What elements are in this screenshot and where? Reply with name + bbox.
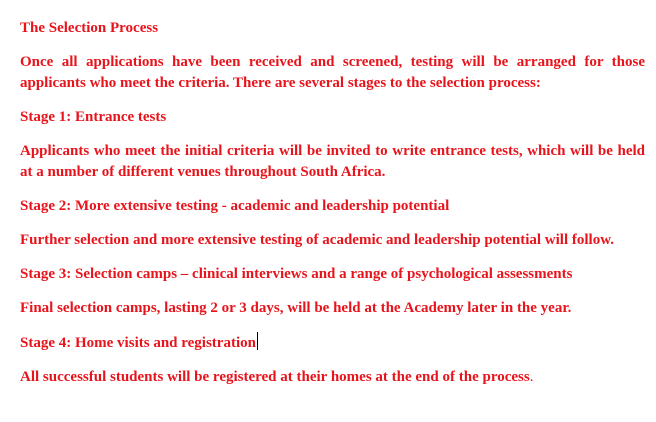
stage-1-text: Applicants who meet the initial criteria will be invited to write entrance tests, which will be held at a number of different venues throughout South Africa. [20,143,645,180]
stage-4-text: All successful students will be registered at their homes at the end of the process [20,369,530,385]
stage-2-text: Further selection and more extensive testing of academic and leadership potential will follow. [20,232,614,248]
stage-4-text-end: . [529,369,534,385]
stage-4-title-line [20,332,645,354]
stage-4-title: Stage 4: Home visits and registration [20,335,256,351]
stage-3-text: Final selection camps, lasting 2 or 3 days, will be held at the Academy later in the year. [20,300,572,316]
document-body[interactable] [20,18,645,388]
stage-3-title: Stage 3: Selection camps – clinical interviews and a range of psychological assessments [20,266,573,282]
text-cursor [257,332,259,350]
section-heading: The Selection Process [20,20,159,36]
intro-paragraph: Once all applications have been received and screened, testing will be arranged for those applicants who meet the criteria. There are several stages to the selection process: [20,54,645,91]
stage-2-title: Stage 2: More extensive testing - academic and leadership potential [20,198,450,214]
stage-1-title: Stage 1: Entrance tests [20,109,167,125]
stage-4-text-line [20,367,645,388]
